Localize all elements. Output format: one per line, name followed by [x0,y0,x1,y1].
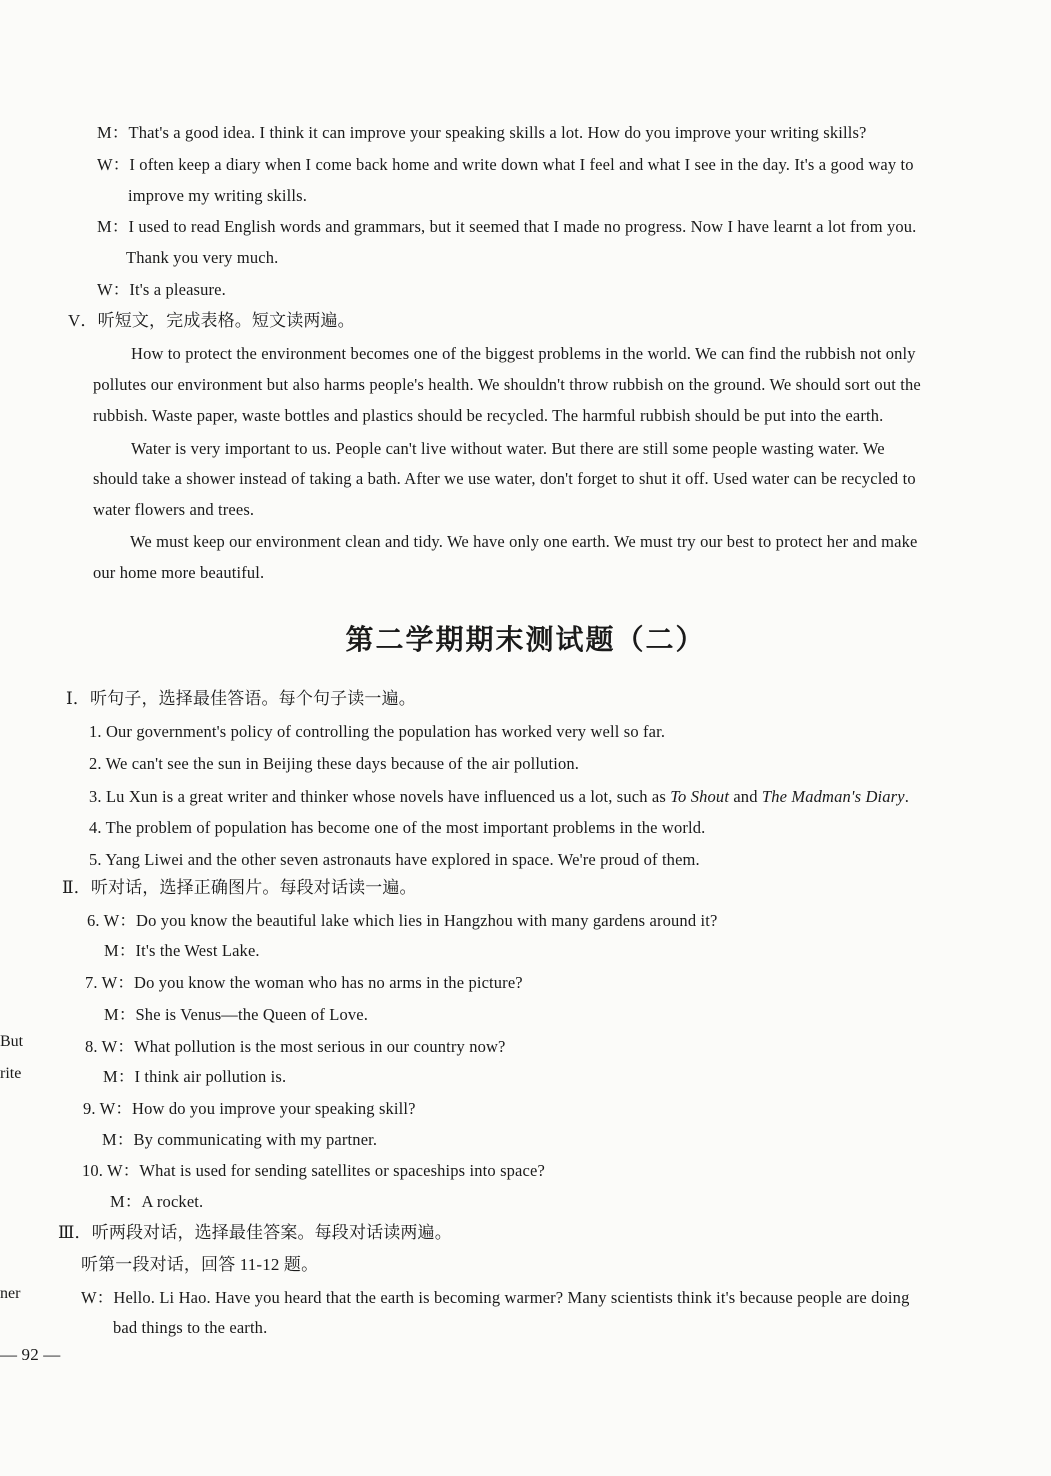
passage-line: Water is very important to us. People can't live without water. But there are still some people wasting water. We [131,439,885,458]
list-item: 3. Lu Xun is a great writer and thinker whose novels have influenced us a lot, such as To Shout and The Madman's Diary. [89,787,909,806]
dialogue-line: bad things to the earth. [113,1318,268,1337]
dialogue-line: W：Hello. Li Hao. Have you heard that the earth is becoming warmer? Many scientists think it's because people are doing [81,1288,910,1307]
list-item: 5. Yang Liwei and the other seven astronauts have explored in space. We're proud of them. [89,850,700,869]
dialogue-line: Thank you very much. [126,248,279,267]
list-item: 4. The problem of population has become one of the most important problems in the world. [89,818,706,837]
margin-fragment: rite [0,1065,22,1082]
dialogue-line: 8. W：What pollution is the most serious in our country now? [85,1037,506,1056]
dialogue-line: M：She is Venus—the Queen of Love. [104,1005,369,1024]
dialogue-line: improve my writing skills. [128,186,307,205]
dialogue-line: M：By communicating with my partner. [102,1130,378,1149]
passage-line: How to protect the environment becomes one of the biggest problems in the world. We can find the rubbish not only [131,344,916,363]
margin-fragment: But [0,1033,24,1050]
page-number: — 92 — [0,1345,61,1364]
dialogue-line: M：A rocket. [110,1192,204,1211]
page-title: 第二学期期末测试题（二） [345,623,706,656]
section-heading: V．听短文，完成表格。短文读两遍。 [68,311,355,330]
list-item: 2. We can't see the sun in Beijing these days because of the air pollution. [89,754,580,773]
passage-line: pollutes our environment but also harms people's health. We shouldn't throw rubbish on the ground. We should sort out the [93,375,921,394]
dialogue-line: M：I used to read English words and grammars, but it seemed that I made no progress. Now I have learnt a lot from you. [97,217,917,236]
section-heading: Ⅱ．听对话，选择正确图片。每段对话读一遍。 [62,878,417,897]
passage-line: We must keep our environment clean and tidy. We have only one earth. We must try our best to protect her and make [130,532,918,551]
passage-line: our home more beautiful. [93,563,265,582]
passage-line: water flowers and trees. [93,500,255,519]
margin-fragment: ner [0,1285,21,1302]
passage-line: rubbish. Waste paper, waste bottles and plastics should be recycled. The harmful rubbish should be put into the earth. [93,406,884,425]
dialogue-line: W：It's a pleasure. [97,280,226,299]
dialogue-line: 9. W：How do you improve your speaking skill? [83,1099,416,1118]
dialogue-line: M：It's the West Lake. [104,941,260,960]
sub-heading: 听第一段对话，回答 11-12 题。 [81,1255,319,1274]
section-heading: Ⅰ．听句子，选择最佳答语。每个句子读一遍。 [66,689,416,708]
dialogue-line: 6. W：Do you know the beautiful lake which lies in Hangzhou with many gardens around it? [87,911,718,930]
section-heading: Ⅲ．听两段对话，选择最佳答案。每段对话读两遍。 [58,1223,452,1242]
dialogue-line: 10. W：What is used for sending satellites or spaceships into space? [82,1161,545,1180]
dialogue-line: 7. W：Do you know the woman who has no arms in the picture? [85,973,523,992]
dialogue-line: M：That's a good idea. I think it can improve your speaking skills a lot. How do you improve your writing skills? [97,123,867,142]
dialogue-line: M：I think air pollution is. [103,1067,287,1086]
list-item: 1. Our government's policy of controlling the population has worked very well so far. [89,722,666,741]
dialogue-line: W：I often keep a diary when I come back home and write down what I feel and what I see in the day. It's a good way to [97,155,914,174]
passage-line: should take a shower instead of taking a bath. After we use water, don't forget to shut it off. Used water can be recycled to [93,469,916,488]
